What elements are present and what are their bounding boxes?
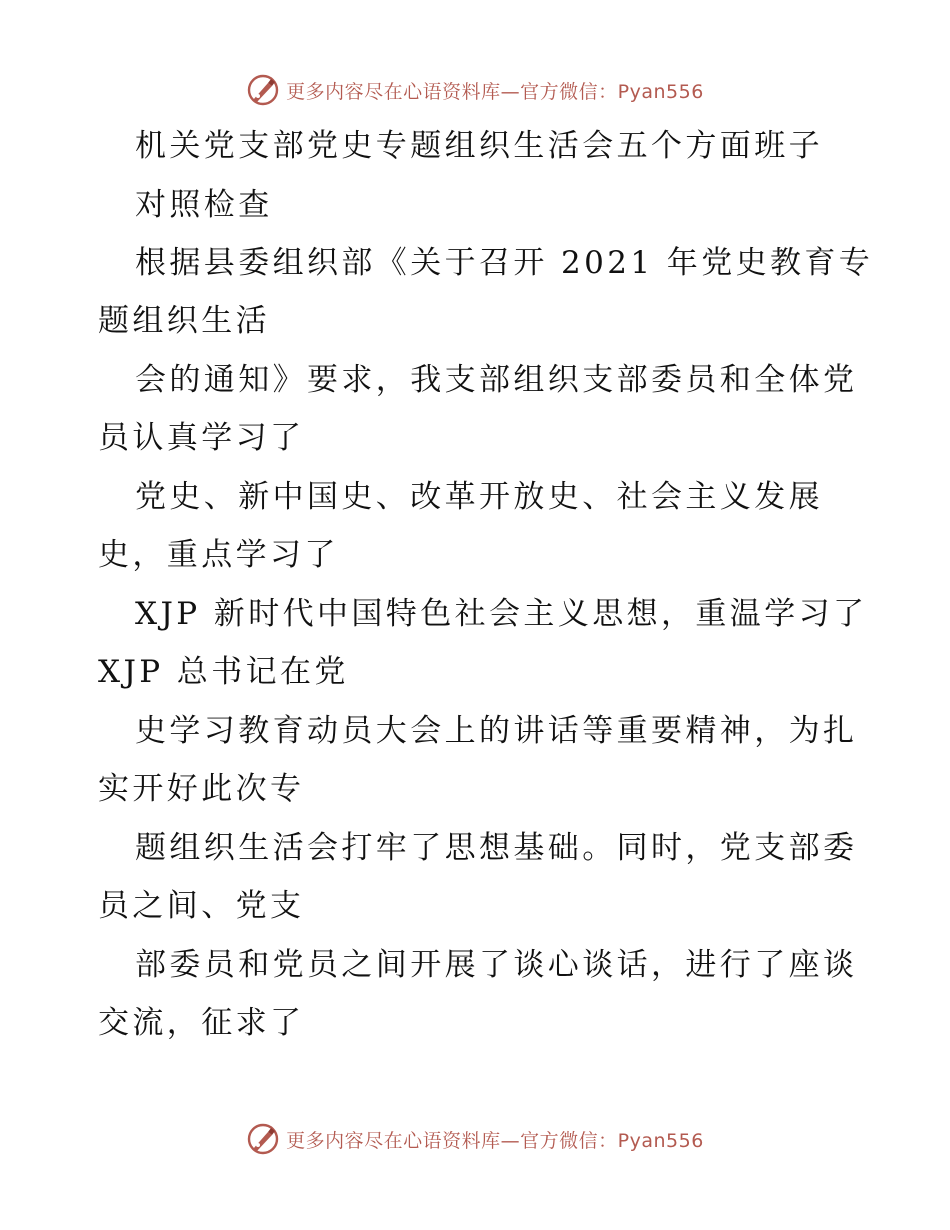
text-line: XJP 新时代中国特色社会主义思想，重温学习了 [135,596,868,632]
text-line: 机关党支部党史专题组织生活会五个方面班子 [135,128,823,164]
footer-banner [0,1119,950,1159]
text-line: 部委员和党员之间开展了谈心谈话，进行了座谈 [135,947,858,983]
pen-logo-icon [246,1122,280,1156]
text-line: 交流，征求了 [98,1005,305,1041]
text-line: 员之间、党支 [98,888,305,924]
header-banner [0,70,950,110]
text-line: 根据县委组织部《关于召开 2021 年党史教育专 [135,245,874,281]
pen-logo-icon [246,73,280,107]
text-line: 员认真学习了 [98,420,305,456]
header-banner-text: 更多内容尽在心语资料库—官方微信：Pyan556 [286,80,704,103]
text-line: 会的通知》要求，我支部组织支部委员和全体党 [135,362,858,398]
text-line: 史，重点学习了 [98,537,339,573]
text-line: 题组织生活会打牢了思想基础。同时，党支部委 [135,830,858,866]
text-line: 题组织生活 [98,303,270,339]
footer-banner-text: 更多内容尽在心语资料库—官方微信：Pyan556 [286,1129,704,1152]
text-line: 史学习教育动员大会上的讲话等重要精神，为扎 [135,713,858,749]
text-line: 实开好此次专 [98,771,305,807]
text-line: XJP 总书记在党 [98,654,349,690]
text-line: 对照检查 [135,187,273,223]
text-line: 党史、新中国史、改革开放史、社会主义发展 [135,479,823,515]
